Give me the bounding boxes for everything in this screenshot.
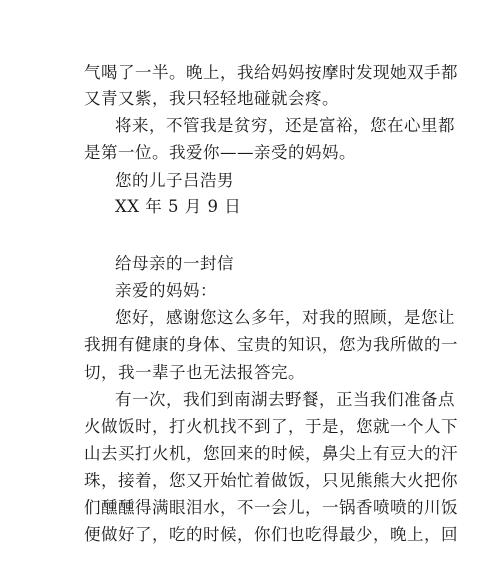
paragraph-line: 珠，接着，您又开始忙着做饭，只见熊熊大火把你 — [84, 470, 458, 490]
paragraph-line: 是第一位。我爱你——亲受的妈妈。 — [84, 143, 356, 163]
paragraph-line: 您好，感谢您这么多年，对我的照顾，是您让 — [115, 308, 455, 328]
letter-salutation: 亲爱的妈妈： — [115, 281, 217, 301]
paragraph-line: 又青又紫，我只轻轻地碰就会疼。 — [84, 89, 339, 109]
paragraph-line: 切，我一辈子也无法报答完。 — [84, 362, 305, 382]
paragraph-line: 山去买打火机，您回来的时候，鼻尖上有豆大的汗 — [84, 443, 458, 463]
signature-name: 您的儿子吕浩男 — [115, 170, 234, 190]
paragraph-line: 我拥有健康的身体、宝贵的知识，您为我所做的一 — [84, 335, 458, 355]
paragraph-line: 们醺醺得满眼泪水，不一会儿，一锅香喷喷的川饭 — [84, 497, 458, 517]
paragraph-line: 火做饭时，打火机找不到了，于是，您就一个人下 — [84, 416, 458, 436]
paragraph-line: 气喝了一半。晚上，我给妈妈按摩时发现她双手都 — [84, 63, 458, 82]
letter-title: 给母亲的一封信 — [115, 254, 234, 274]
paragraph-line: 便做好了，吃的时候，你们也吃得最少，晚上，回 — [84, 525, 458, 544]
signature-date: XX 年 5 月 9 日 — [115, 196, 242, 216]
paragraph-line: 将来，不管我是贫穷，还是富裕，您在心里都 — [115, 116, 455, 136]
paragraph-line: 有一次，我们到南湖去野餐，正当我们准备点 — [115, 389, 455, 409]
